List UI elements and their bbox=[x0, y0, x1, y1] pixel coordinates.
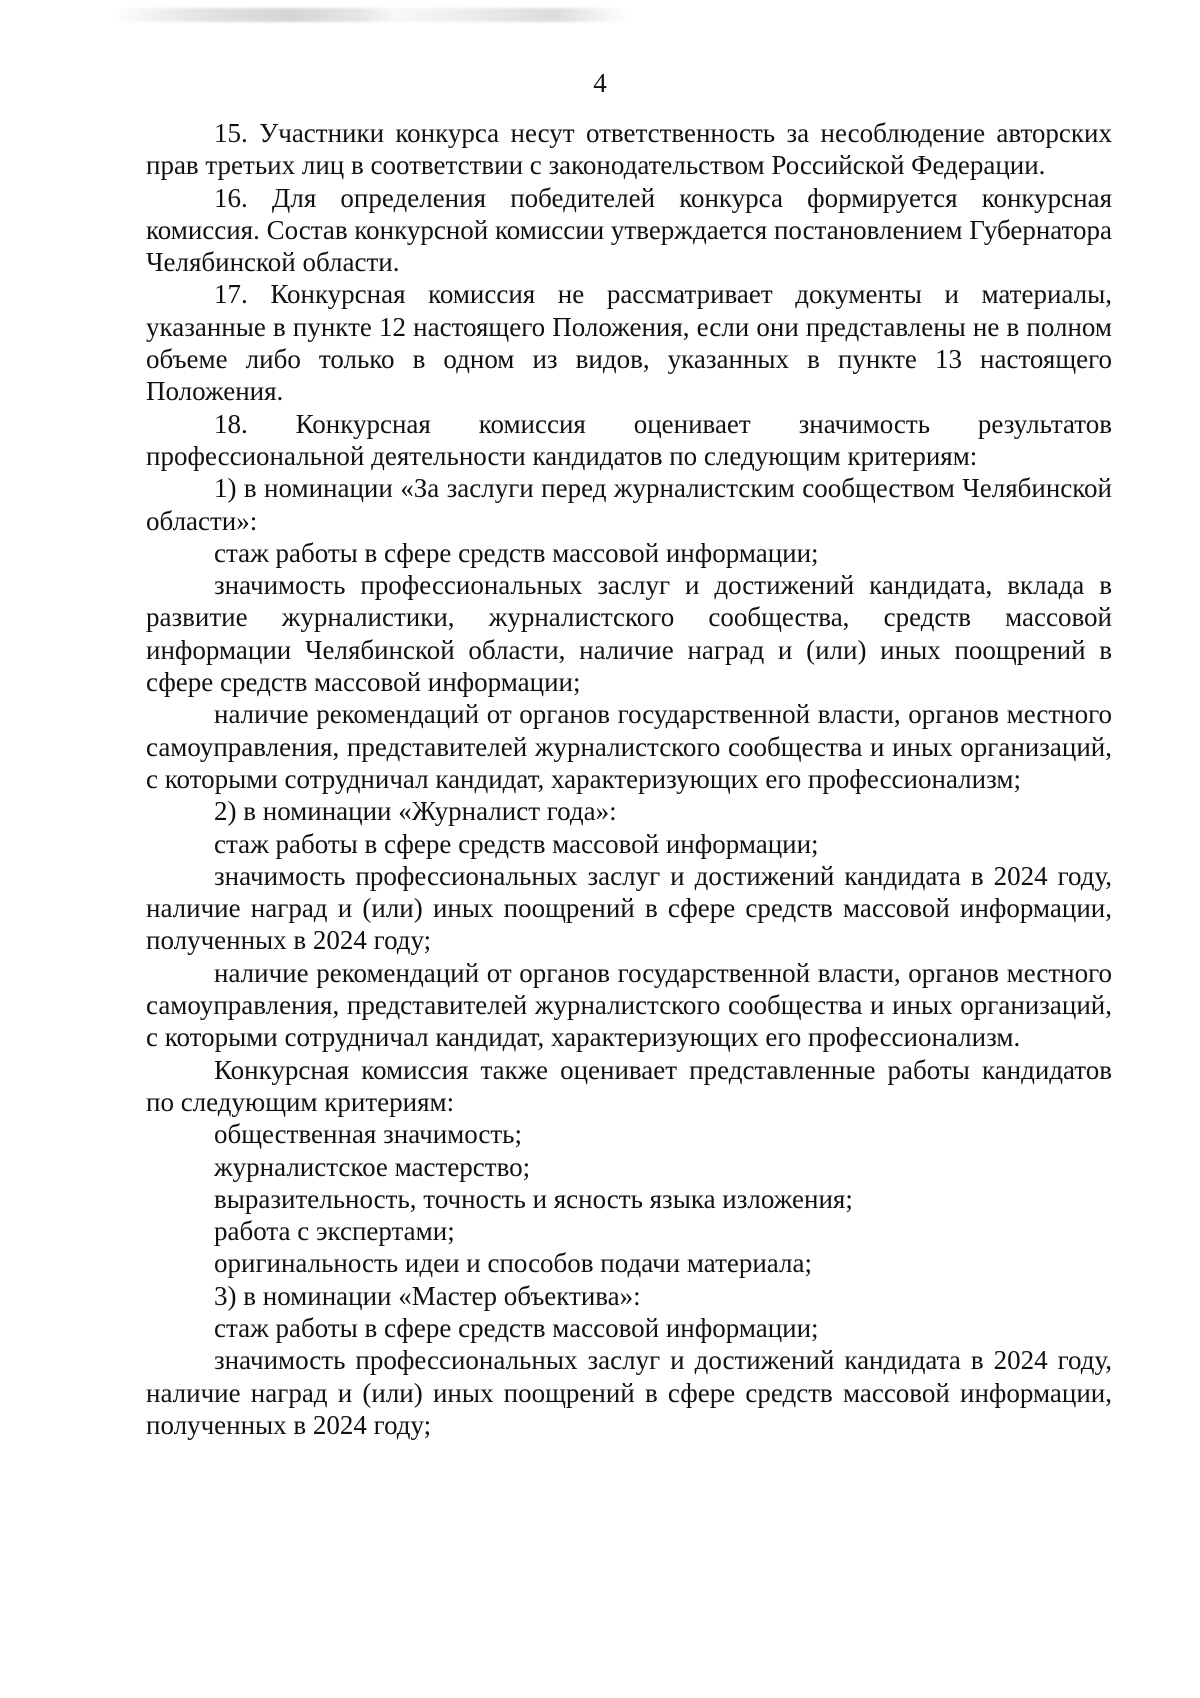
criterion-item: работа с экспертами; bbox=[214, 1216, 455, 1247]
criterion-item: стаж работы в сфере средств массовой информации; bbox=[214, 1312, 819, 1343]
criterion-item: значимость профессиональных заслуг и достижений кандидата в 2024 году, наличие наград и (или) иных поощрений в сфере средств массовой информации, полученных в 2024 году; bbox=[146, 1345, 1112, 1440]
criterion-item: значимость профессиональных заслуг и достижений кандидата, вклада в развитие журналистики, журналистского сообщества, средств массовой информации Челябинской области, наличие наград и (или) иных поощрений в сфере средств массовой информации; bbox=[146, 570, 1112, 698]
paragraph-15: 15. Участники конкурса несут ответственность за несоблюдение авторских прав третьих лиц в соответствии с законодательством Российской Федерации. bbox=[146, 118, 1112, 181]
scan-artifact bbox=[110, 8, 630, 22]
criterion-item: стаж работы в сфере средств массовой информации; bbox=[214, 828, 819, 859]
criterion-item: общественная значимость; bbox=[214, 1119, 522, 1150]
criterion-item: оригинальность идеи и способов подачи материала; bbox=[214, 1248, 812, 1279]
nomination-3-heading: 3) в номинации «Мастер объектива»: bbox=[214, 1280, 641, 1311]
criterion-item: значимость профессиональных заслуг и достижений кандидата в 2024 году, наличие наград и (или) иных поощрений в сфере средств массовой информации, полученных в 2024 году; bbox=[146, 860, 1112, 956]
paragraph-18: 18. Конкурсная комиссия оценивает значимость результатов профессиональной деятельности кандидатов по следующим критериям: bbox=[146, 408, 1112, 471]
works-criteria-intro: Конкурсная комиссия также оценивает представленные работы кандидатов по следующим критериям: bbox=[146, 1054, 1112, 1117]
paragraph-17: 17. Конкурсная комиссия не рассматривает документы и материалы, указанные в пункте 12 настоящего Положения, если они представлены не в полном объеме либо только в одном из видов, указанных в пункте 13 настоящего Положения. bbox=[146, 279, 1112, 407]
criterion-item: наличие рекомендаций от органов государственной власти, органов местного самоуправления, представителей журналистского сообщества и иных организаций, с которыми сотрудничал кандидат, характеризующих его профессионализм; bbox=[146, 699, 1112, 794]
criterion-item: выразительность, точность и ясность языка изложения; bbox=[214, 1183, 853, 1214]
criterion-item: стаж работы в сфере средств массовой информации; bbox=[214, 537, 819, 568]
nomination-2-heading: 2) в номинации «Журналист года»: bbox=[214, 796, 617, 827]
paragraph-16: 16. Для определения победителей конкурса формируется конкурсная комиссия. Состав конкурсной комиссии утверждается постановлением Губернатора Челябинской области. bbox=[146, 182, 1112, 278]
page-number: 4 bbox=[593, 68, 607, 98]
nomination-1-heading: 1) в номинации «За заслуги перед журналистским сообществом Челябинской области»: bbox=[146, 473, 1112, 536]
criterion-item: журналистское мастерство; bbox=[214, 1151, 531, 1182]
document-body bbox=[146, 117, 1112, 1441]
criterion-item: наличие рекомендаций от органов государственной власти, органов местного самоуправления, представителей журналистского сообщества и иных организаций, с которыми сотрудничал кандидат, характеризующих его профессионализм. bbox=[146, 957, 1112, 1053]
